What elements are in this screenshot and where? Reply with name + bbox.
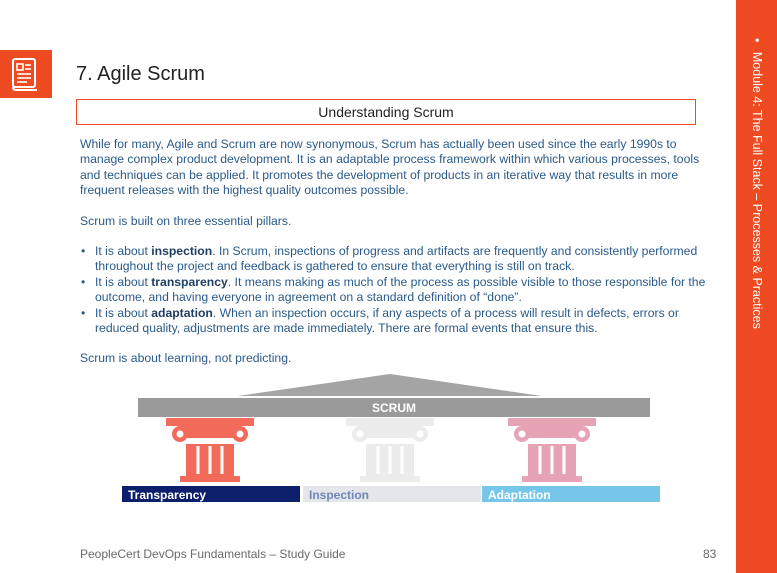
pillar-base	[180, 476, 240, 482]
pillar-capital-top	[166, 418, 254, 426]
pillar-label: Inspection	[309, 488, 370, 502]
scrum-pillars-diagram	[120, 372, 660, 506]
pillar-adaptation	[482, 418, 660, 502]
beam-label: SCRUM	[372, 401, 416, 415]
page-title: 7. Agile Scrum	[76, 63, 205, 85]
pillar-capital	[180, 426, 240, 438]
pillar-volute-eye-left	[177, 431, 184, 438]
list-item: • It is about adaptation. When an inspection occurs, if any aspects of a process will result in defects, errors or reduced quality, adjustments are made immediately. There are formal events that ensure this.	[80, 306, 710, 337]
footer-guide-title: PeopleCert DevOps Fundamentals – Study Guide	[80, 547, 346, 561]
list-item: • It is about inspection. In Scrum, inspections of progress and artifacts are frequently and consistently performed throughout the project and feedback is gathered to ensure that everything is still on track.	[80, 244, 710, 275]
body-text	[80, 137, 710, 367]
pillar-label: Transparency	[128, 488, 207, 502]
pillar-flute	[401, 446, 404, 474]
pillars-group	[122, 418, 660, 502]
pillar-label: Adaptation	[488, 488, 551, 502]
closing-line: Scrum is about learning, not predicting.	[80, 351, 292, 366]
section-title: Understanding Scrum	[76, 99, 696, 125]
module-bullet: •	[750, 38, 764, 43]
pillar-flute	[209, 446, 212, 474]
pillar-flute	[377, 446, 380, 474]
pillar-capital-top	[346, 418, 434, 426]
pillars-list	[80, 244, 710, 336]
intro-paragraph: While for many, Agile and Scrum are now synonymous, Scrum has actually been used since the early 1990s to manage complex product development. It is an adaptable process framework within which various processes, tools and techniques can be applied. It promotes the development of products in an iterative way that results in more frequent releases with the highest quality outcomes possible.	[80, 137, 700, 198]
pillar-base	[522, 476, 582, 482]
pillar-flute	[539, 446, 542, 474]
pillar-capital-top	[508, 418, 596, 426]
pillar-volute-eye-left	[357, 431, 364, 438]
document-icon	[10, 57, 40, 91]
pillar-flute	[389, 446, 392, 474]
keyword-adaptation: adaptation	[151, 305, 213, 320]
pillar-flute	[221, 446, 224, 474]
pillar-flute	[551, 446, 554, 474]
list-item: • It is about transparency. It means making as much of the process as possible visible to those responsible for the outcome, and having everyone in agreement on a standard definition of “done”.	[80, 275, 710, 306]
header-badge	[0, 50, 52, 98]
pillar-volute-eye-left	[519, 431, 526, 438]
diagram-roof	[238, 374, 542, 396]
pillar-volute-eye-right	[237, 431, 244, 438]
pillar-capital	[360, 426, 420, 438]
page-number: 83	[703, 547, 717, 561]
keyword-transparency: transparency	[151, 274, 228, 289]
pillar-base	[360, 476, 420, 482]
pillars-intro: Scrum is built on three essential pillars.	[80, 213, 292, 228]
pillar-capital	[522, 426, 582, 438]
pillar-inspection	[303, 418, 481, 502]
pillar-flute	[563, 446, 566, 474]
pillar-volute-eye-right	[579, 431, 586, 438]
keyword-inspection: inspection	[151, 244, 213, 259]
pillar-flute	[197, 446, 200, 474]
pillar-volute-eye-right	[417, 431, 424, 438]
pillar-transparency	[122, 418, 300, 502]
module-title: Module 4: The Full Stack – Processes & Practices	[750, 51, 764, 329]
module-label	[747, 38, 767, 328]
